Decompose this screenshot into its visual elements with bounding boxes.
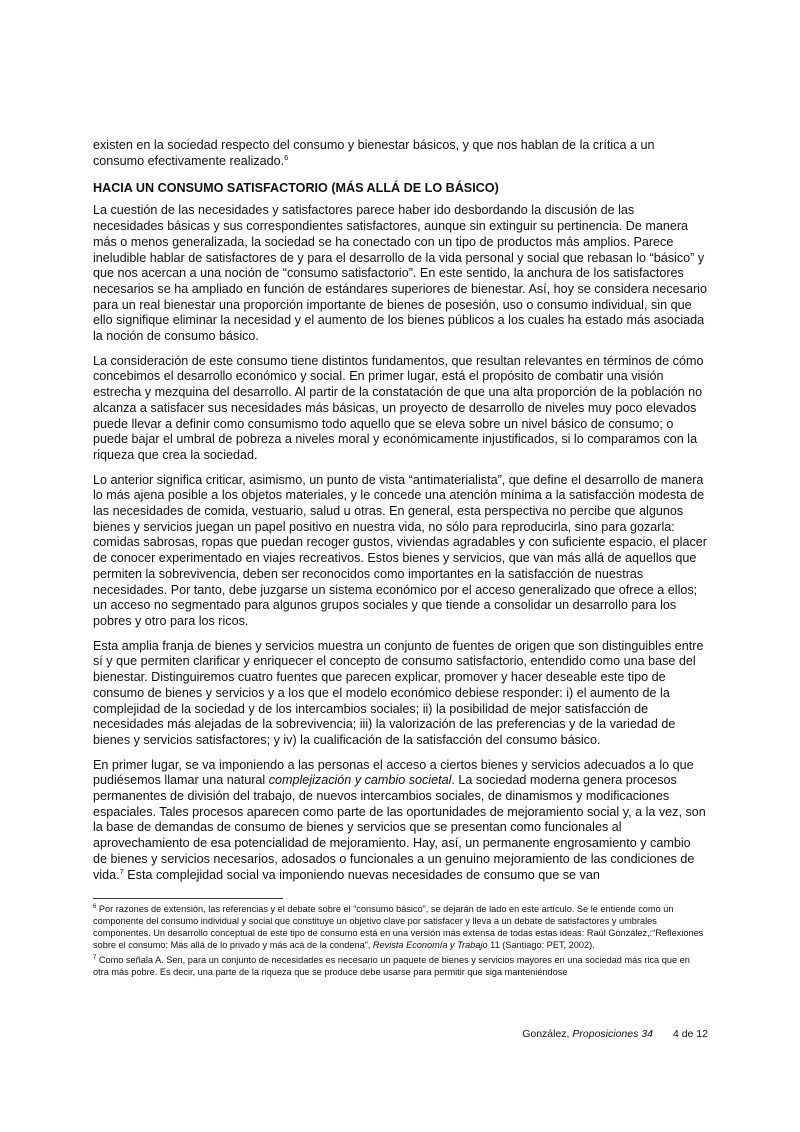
intro-text: existen en la sociedad respecto del consumo y bienestar básicos, y que nos hablan de la crítica a un consumo efectivamente realizado. [93, 138, 655, 168]
footnote-text: Por razones de extensión, las referencias y el debate sobre el “consumo básico”, se dejarán de lado en este artículo. Se le entiende como un componente del consumo individual y social que constituye un objetivo clave por satisfacer y lleva a un debate de satisfactores y umbrales componentes. Un desarrollo conceptual de este tipo de consumo está en una versión más extensa de todas estas ideas: Raúl González,:“Reflexiones sobre el consumo: Más allá de lo privado y más acá de la condena”, [93, 904, 704, 951]
footnote-text-tail: 11 (Santiago: PET, 2002). [487, 940, 595, 951]
intro-paragraph [93, 138, 708, 169]
footnote-divider [93, 898, 283, 899]
page-footer [93, 1028, 708, 1040]
footnote-ref-7[interactable]: 7 [119, 866, 124, 876]
paragraph-2: La consideración de este consumo tiene distintos fundamentos, que resultan relevantes en términos de cómo concebimos el desarrollo económico y social. En primer lugar, está el propósito de combatir una visión estrecha y mezquina del desarrollo. Al partir de la constatación de que una alta proporción de la población no alcanza a satisfacer sus necesidades más básicas, un proyecto de desarrollo de niveles muy poco elevados puede llevar a definir como consumismo todo aquello que se eleva sobre un nivel básico de consumo; o puede bajar el umbral de pobreza a niveles moral y económicamente injustificados, si lo comparamos con la riqueza que crea la sociedad. [93, 353, 704, 462]
footnote-journal-title: Revista Economía y Trabajo [372, 940, 488, 951]
footnote-ref-6[interactable]: 6 [284, 152, 289, 162]
footnote-number: 7 [93, 955, 97, 962]
paragraph-5-part-2: . La sociedad moderna genera procesos permanentes de división del trabajo, de nuevos intercambios sociales, de dinamismos y modificaciones espaciales. Tales procesos aparecen como parte de las oportunidades de mejoramiento social y, a la vez, son la base de demandas de consumo de bienes y servicios que se presentan como funcionales al aprovechamiento de esa potencialidad de mejoramiento. Hay, así, un permanente engrosamiento y cambio de bienes y servicios necesarios, adosados o funcionales a un genuino mejoramiento de las condiciones de vida. [93, 773, 706, 882]
footnote-text: Como señala A. Sen, para un conjunto de necesidades es necesario un paquete de bienes y servicios mayores en una sociedad más rica que en otra más pobre. Es decir, una parte de la riqueza que se produce debe usarse para permitir que siga manteniéndose [93, 955, 690, 978]
footer-journal: Proposiciones 34 [572, 1028, 653, 1040]
section-heading: HACIA UN CONSUMO SATISFACTORIO (MÁS ALLÁ DE LO BÁSICO) [93, 181, 499, 196]
footnote-6 [93, 903, 708, 951]
paragraph-5-part-3: Esta complejidad social va imponiendo nuevas necesidades de consumo que se van [123, 867, 600, 882]
footer-author: González, [522, 1028, 573, 1040]
page-number: 4 de 12 [672, 1028, 708, 1040]
paragraph-4: Esta amplia franja de bienes y servicios muestra un conjunto de fuentes de origen que son distinguibles entre sí y que permiten clarificar y enriquecer el concepto de consumo satisfactorio, entendido como una base del bienestar. Distinguiremos cuatro fuentes que parecen explicar, promover y hacer deseable este tipo de consumo de bienes y servicios y a los que el modelo económico debiese responder: i) el aumento de la complejidad de la sociedad y de los intercambios sociales; ii) la posibilidad de mejor satisfacción de necesidades más alejadas de la sobrevivencia; iii) la valorización de las preferencias y de la variedad de bienes y servicios satisfactores; y iv) la cualificación de la satisfacción del consumo básico. [93, 638, 704, 747]
paragraph-5 [93, 758, 708, 884]
paragraph-5-emphasis: complejización y cambio societal [268, 773, 452, 788]
body-text [93, 138, 708, 892]
paragraph-5-part-1: En primer lugar, se va imponiendo a las personas el acceso a ciertos bienes y servicios adecuados a lo que pudiésemos llamar una natural [93, 757, 694, 788]
footnote-7 [93, 954, 708, 978]
paragraph-3: Lo anterior significa criticar, asimismo, un punto de vista “antimaterialista”, que define el desarrollo de manera lo más ajena posible a los objetos materiales, y le concede una atención mínima a la satisfacción modesta de las necesidades de comida, vestuario, salud u otras. En general, esta perspectiva no percibe que algunos bienes y servicios juegan un papel positivo en nuestra vida, no sólo para reproducirla, sino para gozarla: comidas sabrosas, ropas que puedan recoger gustos, viviendas agradables y con suficiente espacio, el placer de conocer experimentado en viajes recreativos. Estos bienes y servicios, que van más allá de aquellos que permiten la sobrevivencia, deben ser reconocidos como importantes en la satisfacción de nuestras necesidades. Por tanto, debe juzgarse un sistema económico por el acceso generalizado que ofrece a ellos; un acceso no segmentado para algunos grupos sociales y que tiende a consolidar un desarrollo para los pobres y otro para los ricos. [93, 472, 707, 628]
footnotes [93, 898, 708, 982]
footnote-number: 6 [93, 904, 97, 910]
paragraph-1: La cuestión de las necesidades y satisfactores parece haber ido desbordando la discusión de las necesidades básicas y sus correspondientes satisfactores, aunque sin extinguir su pertinencia. De manera más o menos generalizada, la sociedad se ha conectado con un tipo de productos más amplios. Parece ineludible hablar de satisfactores de y para el desarrollo de la vida personal y social que rebasan lo “básico” y que nos acercan a una noción de “consumo satisfactorio”. En este sentido, la anchura de los satisfactores necesarios se ha ampliado en función de estándares superiores de bienestar. Así, hoy se considera necesario para un real bienestar una proporción importante de bienes de posesión, uso o consumo individual, sin que ello signifique eliminar la necesidad y el aumento de los bienes públicos a los cuales ha estado más asociada la noción de consumo básico. [93, 203, 707, 344]
